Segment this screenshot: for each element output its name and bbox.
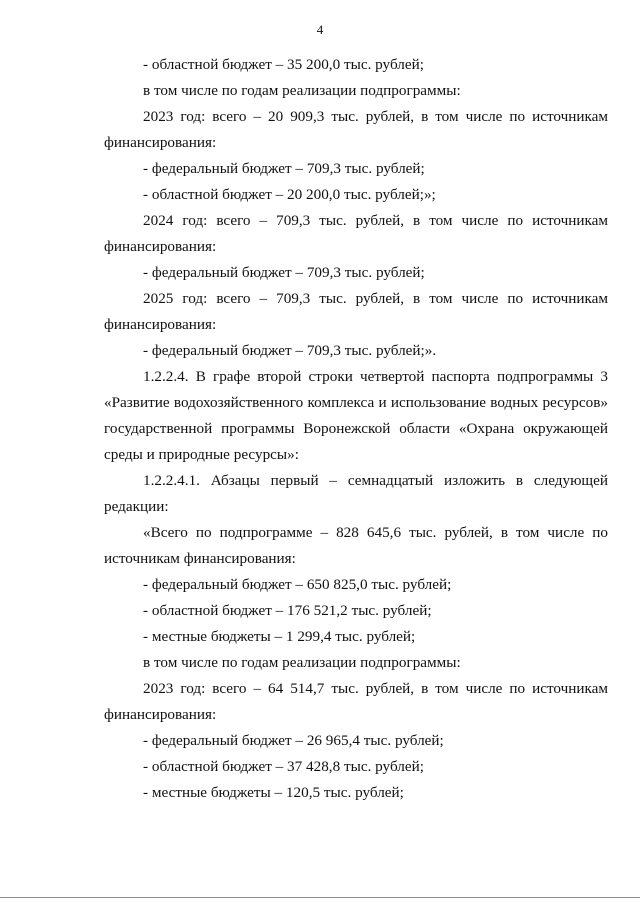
text-line: финансирования: [104,706,217,723]
text-line: 2023 год: всего – 64 514,7 тыс. рублей, в том числе по источникам [143,680,608,697]
text-line: финансирования: [104,238,217,255]
text-line: «Развитие водохозяйственного комплекса и использование водных ресурсов» [104,394,608,411]
text-line: - местные бюджеты – 120,5 тыс. рублей; [143,784,404,801]
document-body [104,52,608,806]
page-number: 4 [316,22,324,37]
text-line: - областной бюджет – 20 200,0 тыс. рублей;»; [143,186,436,203]
text-line: - местные бюджеты – 1 299,4 тыс. рублей; [143,628,416,645]
text-line: - федеральный бюджет – 709,3 тыс. рублей; [143,160,425,177]
text-line: редакции: [104,498,169,515]
text-line: - федеральный бюджет – 709,3 тыс. рублей;». [143,342,437,359]
text-line: 2024 год: всего – 709,3 тыс. рублей, в том числе по источникам [143,212,608,229]
text-line: в том числе по годам реализации подпрограммы: [143,654,461,671]
text-line: финансирования: [104,316,217,333]
text-line: - федеральный бюджет – 650 825,0 тыс. рублей; [143,576,452,593]
text-line: государственной программы Воронежской области «Охрана окружающей [104,420,608,437]
text-line: 1.2.2.4.1. Абзацы первый – семнадцатый изложить в следующей [143,472,608,489]
text-line: 2023 год: всего – 20 909,3 тыс. рублей, в том числе по источникам [143,108,608,125]
text-line: среды и природные ресурсы»: [104,446,299,463]
text-line: 1.2.2.4. В графе второй строки четвертой паспорта подпрограммы 3 [143,368,608,385]
text-line: финансирования: [104,134,217,151]
page-bottom-rule [0,897,640,898]
text-line: «Всего по подпрограмме – 828 645,6 тыс. рублей, в том числе по [143,524,608,541]
text-line: в том числе по годам реализации подпрограммы: [143,82,461,99]
text-line: - областной бюджет – 35 200,0 тыс. рублей; [143,56,424,73]
text-line: - федеральный бюджет – 26 965,4 тыс. рублей; [143,732,444,749]
text-line: 2025 год: всего – 709,3 тыс. рублей, в том числе по источникам [143,290,608,307]
text-line: источникам финансирования: [104,550,296,567]
text-line: - областной бюджет – 37 428,8 тыс. рублей; [143,758,424,775]
text-line: - областной бюджет – 176 521,2 тыс. рублей; [143,602,432,619]
text-line: - федеральный бюджет – 709,3 тыс. рублей; [143,264,425,281]
